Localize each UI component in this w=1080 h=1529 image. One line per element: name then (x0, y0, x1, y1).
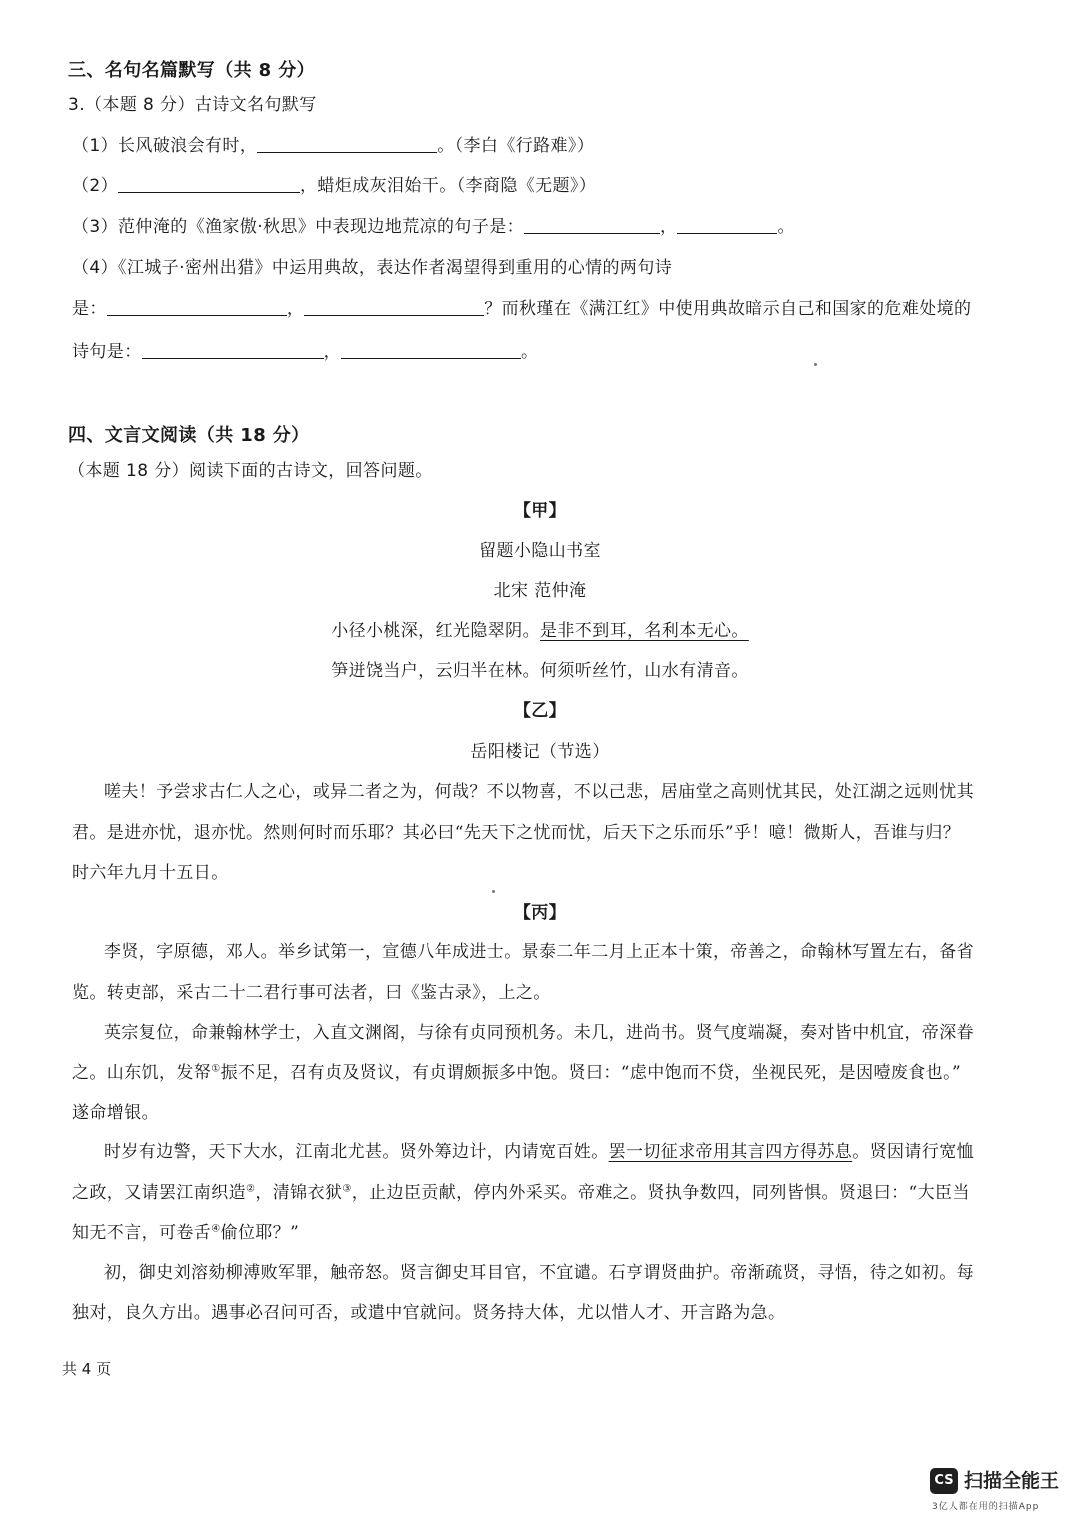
question-3-4: （4）《江城子·密州出猎》中运用典故，表达作者渴望得到重用的心情的两句诗 (72, 258, 673, 278)
footnote-marker: ③ (342, 1183, 352, 1195)
answer-blank[interactable] (524, 217, 660, 234)
answer-blank[interactable] (118, 176, 300, 193)
yi-paragraph-line-1: 嗟夫！予尝求古仁人之心，或异二者之为，何哉？不以物喜，不以己悲，居庙堂之高则忧其民，处江湖之远则忧其 (104, 782, 974, 802)
camscanner-logo-icon: CS (930, 1468, 958, 1494)
jia-poem-line-1: 小径小桃深，红光隐翠阴。是非不到耳，名利本无心。 (331, 621, 749, 641)
scan-speck (814, 363, 817, 366)
underlined-sentence: 罢一切征求帝用其言四方得苏息 (608, 1142, 853, 1162)
footnote-marker: ② (246, 1183, 256, 1195)
page-count: 共 4 页 (62, 1360, 112, 1378)
scanner-watermark (930, 1466, 1070, 1516)
question-3-2: （2） ，蜡炬成灰泪始干。（李商隐《无题》） (72, 176, 597, 196)
bing-text-line-2: 览。转吏部，采古二十二君行事可法者，曰《鉴古录》，上之。 (72, 983, 551, 1003)
jia-title: 留题小隐山书室 (479, 541, 601, 561)
question-3-1: （1）长风破浪会有时， 。（李白《行路难》） (72, 136, 595, 156)
jia-author: 北宋 范仲淹 (493, 581, 587, 601)
underlined-sentence: 是非不到耳，名利本无心。 (540, 621, 749, 641)
bing-text-line-7: 之政，又请罢江南织造②，清锦衣狱③，止边臣贡献，停内外采买。帝难之。贤执争数四，同列皆惧。贤退曰：“大臣当 (72, 1183, 970, 1203)
watermark-tagline: 3亿人都在用的扫描App (932, 1502, 1040, 1512)
section4-question-intro: （本题 18 分）阅读下面的古诗文，回答问题。 (68, 461, 433, 481)
scan-speck (492, 890, 495, 893)
answer-blank[interactable] (677, 217, 777, 234)
answer-blank[interactable] (304, 299, 484, 316)
question-3-3: （3）范仲淹的《渔家傲·秋思》中表现边地荒凉的句子是： ， 。 (72, 217, 795, 237)
watermark-app-name: 扫描全能王 (964, 1470, 1060, 1492)
answer-blank[interactable] (341, 342, 521, 359)
answer-blank[interactable] (107, 299, 287, 316)
answer-blank[interactable] (142, 342, 324, 359)
bing-text-line-5: 遂命增银。 (72, 1103, 159, 1123)
yi-paragraph-line-3: 时六年九月十五日。 (72, 863, 229, 883)
answer-blank[interactable] (257, 136, 437, 153)
section4-title: 四、文言文阅读（共 18 分） (68, 425, 310, 446)
bing-text-line-9: 初，御史刘溶劾柳溥败军罪，触帝怒。贤言御史耳目官，不宜谴。石亨谓贤曲护。帝渐疏贤，寻悟，待之如初。每 (104, 1263, 974, 1283)
footnote-marker: ① (211, 1063, 221, 1075)
yi-title: 岳阳楼记（节选） (470, 742, 610, 762)
yi-label: 【乙】 (513, 701, 567, 721)
bing-text-line-3: 英宗复位，命兼翰林学士，入直文渊阁，与徐有贞同预机务。未几，进尚书。贤气度端凝，奏对皆中机宜，帝深眷 (104, 1023, 974, 1043)
bing-text-line-6: 时岁有边警，天下大水，江南北尤甚。贤外筹边计，内请宽百姓。罢一切征求帝用其言四方得苏息。贤因请行宽恤 (104, 1142, 975, 1162)
jia-poem-line-2: 笋迸饶当户，云归半在林。何须听丝竹，山水有清音。 (331, 661, 749, 681)
yi-paragraph-line-2: 君。是进亦忧，退亦忧。然则何时而乐耶？其必曰“先天下之忧而忧，后天下之乐而乐”乎！噫！微斯人，吾谁与归？ (72, 823, 961, 843)
bing-text-line-10: 独对，良久方出。遇事必召问可否，或遣中官就问。贤务持大体，尤以惜人才、开言路为急。 (72, 1303, 786, 1323)
section3-title: 三、名句名篇默写（共 8 分） (68, 60, 316, 81)
bing-text-line-4: 之。山东饥，发帑①振不足，召有贞及贤议，有贞谓颇振多中饱。贤曰：“虑中饱而不贷，坐视民死，是因噎废食也。” (72, 1063, 962, 1083)
question-3-4-line3: 诗句是： ， 。 (72, 342, 539, 362)
bing-label: 【丙】 (513, 903, 567, 923)
bing-text-line-8: 知无不言，可卷舌④偷位耶？” (72, 1223, 300, 1243)
question-3-4-line2: 是： ， ？而秋瑾在《满江红》中使用典故暗示自己和国家的危难处境的 (72, 299, 972, 319)
section3-question-intro: 3.（本题 8 分）古诗文名句默写 (68, 95, 317, 115)
bing-text-line-1: 李贤，字原德，邓人。举乡试第一，宣德八年成进士。景泰二年二月上正本十策，帝善之，命翰林写置左右，备省 (104, 942, 974, 962)
footnote-marker: ④ (211, 1223, 221, 1235)
jia-label: 【甲】 (513, 501, 567, 521)
